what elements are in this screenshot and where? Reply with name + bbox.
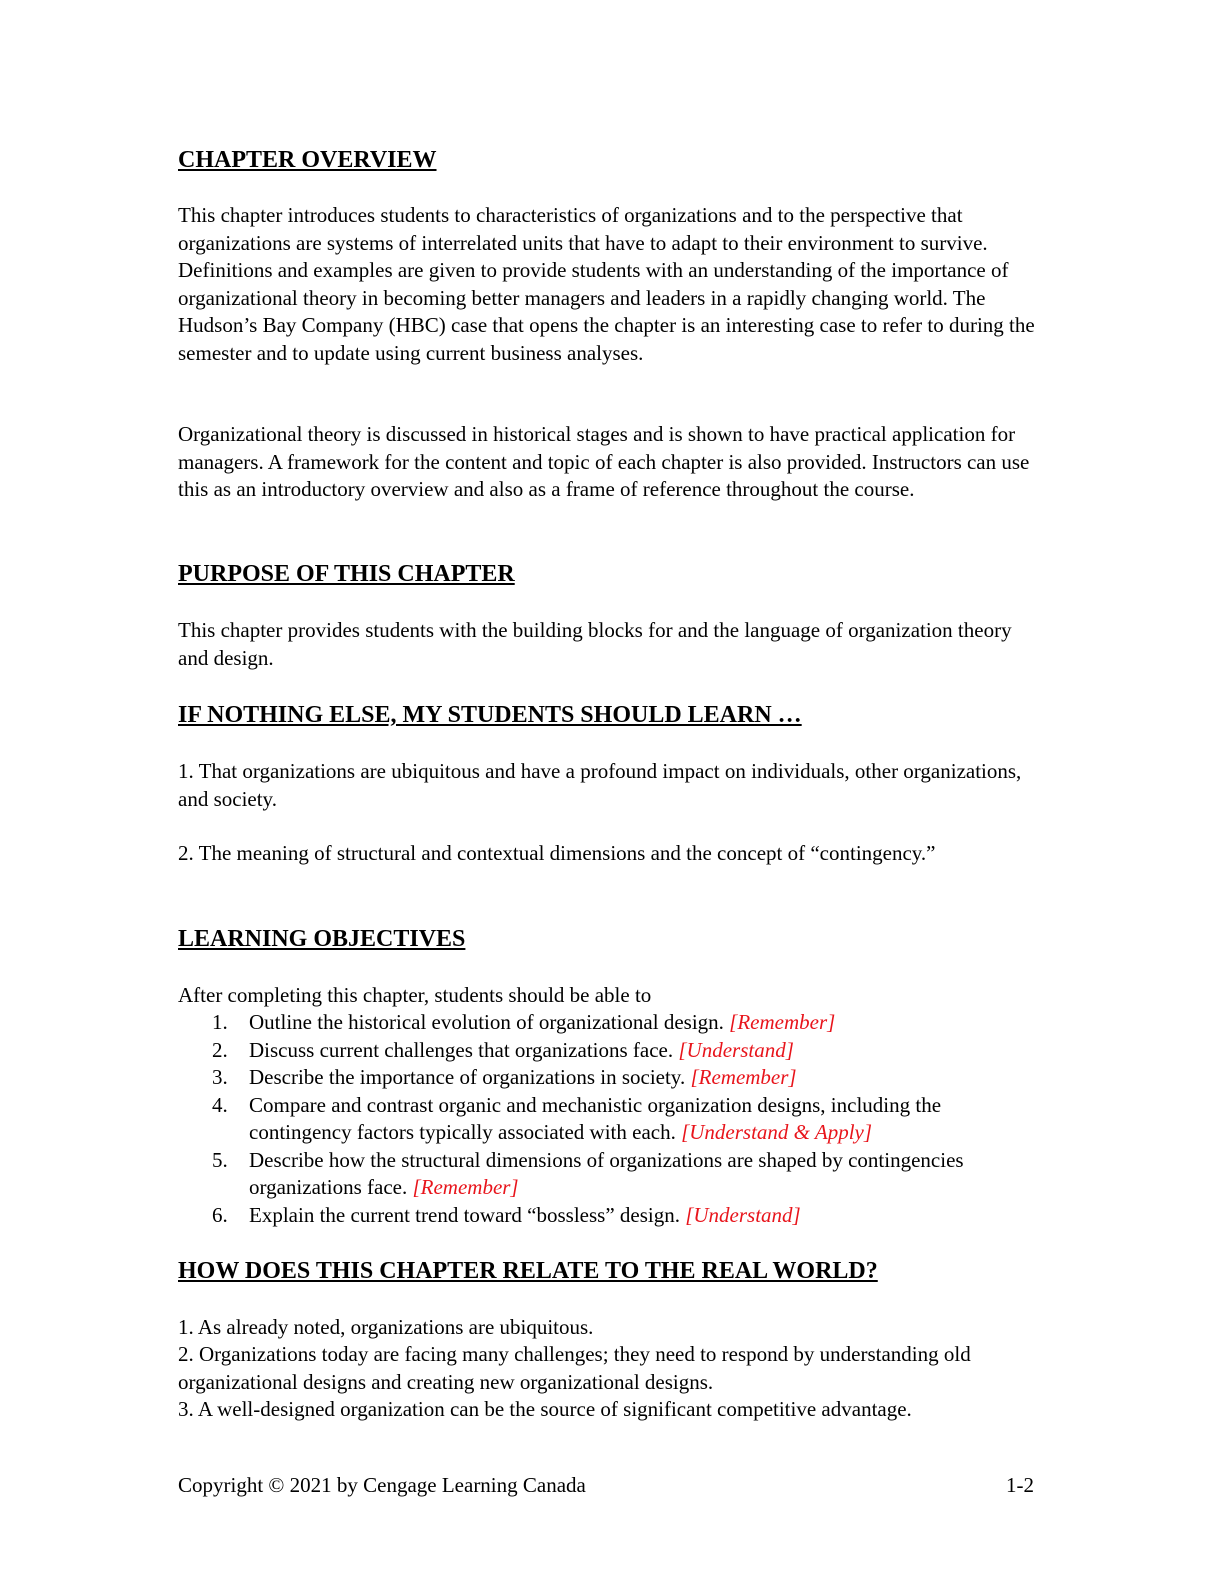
section-heading-purpose: PURPOSE OF THIS CHAPTER — [178, 561, 515, 587]
section-heading-real-world: HOW DOES THIS CHAPTER RELATE TO THE REAL WORLD? — [178, 1258, 878, 1284]
real-world-item-1: 1. As already noted, organizations are ubiquitous. — [178, 1315, 594, 1339]
bloom-tag: [Remember] — [690, 1065, 797, 1089]
overview-paragraph-2: Organizational theory is discussed in historical stages and is shown to have practical application for managers. A framework for the content and topic of each chapter is also provided. Instructors can use this as an introductory overview and also as a frame of reference throughout the course. — [178, 422, 1030, 501]
nothing-else-item-1: 1. That organizations are ubiquitous and have a profound impact on individuals, other organizations, and society. — [178, 759, 1022, 811]
objective-item: 1. Outline the historical evolution of organizational design. [Remember] — [212, 1010, 836, 1034]
real-world-item-3: 3. A well-designed organization can be the source of significant competitive advantage. — [178, 1397, 912, 1421]
objective-item: 2. Discuss current challenges that organizations face. [Understand] — [212, 1037, 794, 1062]
bloom-tag: [Understand & Apply] — [681, 1120, 873, 1144]
objective-item: 5. Describe how the structural dimensions of organizations are shaped by contingencies organizations face. [Remember] — [212, 1147, 964, 1199]
objective-item: 6. Explain the current trend toward “bossless” design. [Understand] — [212, 1202, 801, 1227]
real-world-item-2: 2. Organizations today are facing many challenges; they need to respond by understanding old organizational designs and creating new organizational designs. — [178, 1342, 971, 1394]
overview-paragraph-1: This chapter introduces students to characteristics of organizations and to the perspective that organizations are systems of interrelated units that have to adapt to their environment to survive. Definitions and examples are given to provide students with an understanding of the importance of organizational theory in becoming better managers and leaders in a rapidly changing world. The Hudson’s Bay Company (HBC) case that opens the chapter is an interesting case to refer to during the semester and to update using current business analyses. — [178, 203, 1035, 365]
purpose-paragraph: This chapter provides students with the building blocks for and the language of organization theory and design. — [178, 618, 1012, 670]
page-footer — [178, 1472, 1034, 1499]
bloom-tag: [Remember] — [729, 1010, 836, 1034]
section-heading-chapter-overview: CHAPTER OVERVIEW — [178, 147, 437, 173]
objective-item: 3. Describe the importance of organizations in society. [Remember] — [212, 1065, 797, 1089]
copyright-notice: Copyright © 2021 by Cengage Learning Canada — [178, 1473, 586, 1497]
nothing-else-item-2: 2. The meaning of structural and contextual dimensions and the concept of “contingency.” — [178, 841, 936, 865]
section-heading-nothing-else: IF NOTHING ELSE, MY STUDENTS SHOULD LEARN … — [178, 702, 802, 728]
bloom-tag: [Understand] — [685, 1202, 801, 1227]
objectives-list — [178, 1009, 1038, 1229]
section-heading-learning-objectives: LEARNING OBJECTIVES — [178, 926, 466, 952]
bloom-tag: [Remember] — [412, 1175, 519, 1199]
objectives-intro: After completing this chapter, students should be able to — [178, 983, 652, 1007]
objective-item: 4. Compare and contrast organic and mechanistic organization designs, including the contingency factors typically associated with each. [Understand & Apply] — [212, 1092, 942, 1144]
page-number: 1-2 — [1006, 1473, 1034, 1497]
bloom-tag: [Understand] — [678, 1037, 794, 1062]
